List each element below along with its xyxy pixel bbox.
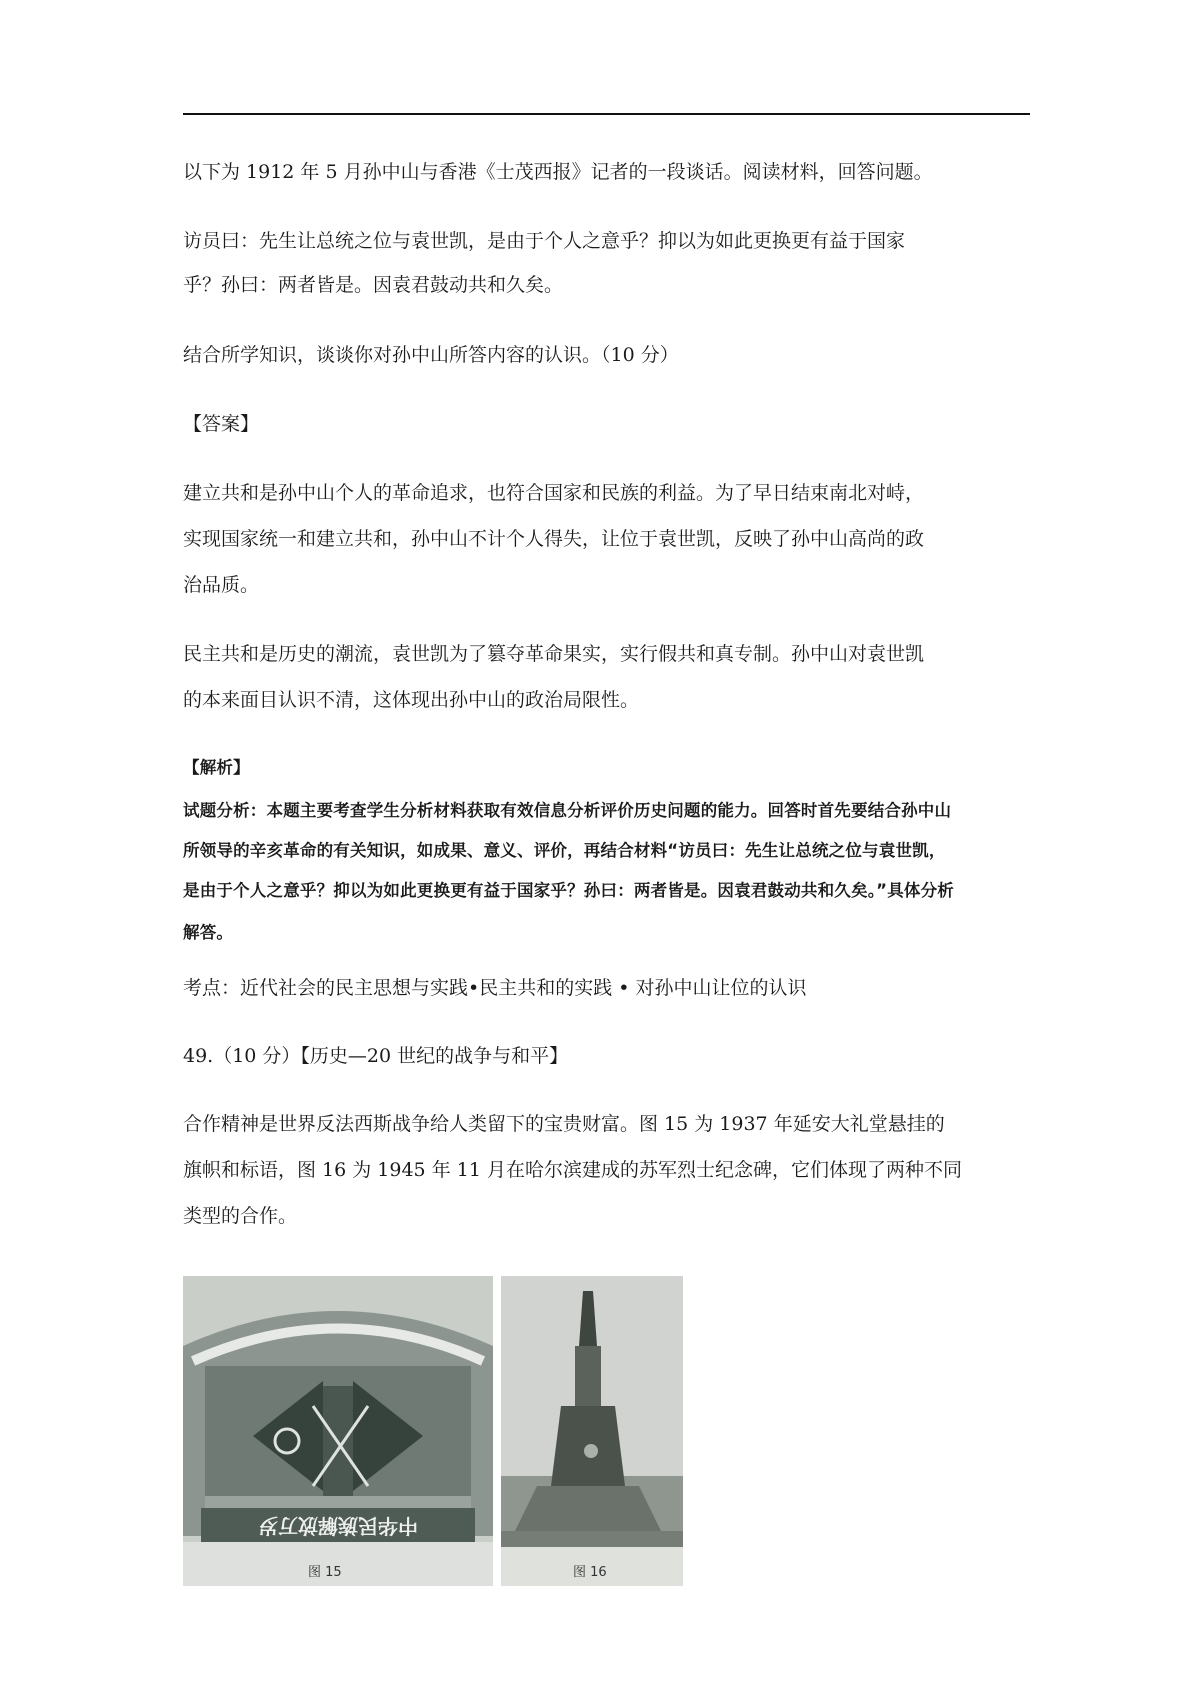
analysis-line-4: 解答。 xyxy=(183,923,234,942)
question-49-heading: 49.（10 分）【历史—20 世纪的战争与和平】 xyxy=(183,1045,569,1067)
analysis-line-3: 是由于个人之意乎？抑以为如此更换更有益于国家乎？孙曰：两者皆是。因袁君鼓动共和久矣。”具体分析 xyxy=(183,881,954,900)
answer-line-2: 实现国家统一和建立共和，孙中山不计个人得失，让位于袁世凯，反映了孙中山高尚的政 xyxy=(183,528,925,550)
figure-16-caption: 图 16 xyxy=(573,1565,607,1580)
answer-line-1: 建立共和是孙中山个人的革命追求，也符合国家和民族的利益。为了早日结束南北对峙， xyxy=(183,482,925,504)
header-rule xyxy=(183,113,1030,115)
kaodian-text: 考点：近代社会的民主思想与实践•民主共和的实践 • 对孙中山让位的认识 xyxy=(183,977,807,999)
analysis-line-2: 所领导的辛亥革命的有关知识，如成果、意义、评价，再结合材料“访员曰：先生让总统之位与袁世凯， xyxy=(183,841,946,860)
auditorium-illustration xyxy=(183,1276,493,1586)
answer-line-4: 民主共和是历史的潮流，袁世凯为了篡夺革命果实，实行假共和真专制。孙中山对袁世凯 xyxy=(183,643,925,665)
quote-line-2: 乎？孙曰：两者皆是。因袁君鼓动共和久矣。 xyxy=(183,274,564,296)
intro-text: 以下为 1912 年 5 月孙中山与香港《士茂西报》记者的一段谈话。阅读材料，回答问题。 xyxy=(183,161,933,183)
q49-line-3: 类型的合作。 xyxy=(183,1205,298,1227)
q49-line-2: 旗帜和标语，图 16 为 1945 年 11 月在哈尔滨建成的苏军烈士纪念碑，它们体现了两种不同 xyxy=(183,1159,962,1181)
q49-line-1: 合作精神是世界反法西斯战争给人类留下的宝贵财富。图 15 为 1937 年延安大礼堂悬挂的 xyxy=(183,1113,945,1135)
figure-16-photo xyxy=(501,1276,683,1586)
figure-15-caption: 图 15 xyxy=(308,1565,342,1580)
banner-text: 中华民族解放万岁 xyxy=(258,1514,418,1538)
figure-group xyxy=(183,1276,683,1586)
quote-line-1: 访员曰：先生让总统之位与袁世凯，是由于个人之意乎？抑以为如此更换更有益于国家 xyxy=(183,230,906,252)
question-text: 结合所学知识，谈谈你对孙中山所答内容的认识。（10 分） xyxy=(183,344,679,366)
monument-illustration xyxy=(501,1276,683,1586)
figure-15-photo xyxy=(183,1276,493,1586)
answer-line-5: 的本来面目认识不清，这体现出孙中山的政治局限性。 xyxy=(183,689,640,711)
answer-line-3: 治品质。 xyxy=(183,574,260,596)
analysis-line-1: 试题分析：本题主要考查学生分析材料获取有效信息分析评价历史问题的能力。回答时首先要结合孙中山 xyxy=(183,801,952,820)
analysis-heading: 【解析】 xyxy=(183,758,250,777)
answer-heading: 【答案】 xyxy=(183,413,260,435)
